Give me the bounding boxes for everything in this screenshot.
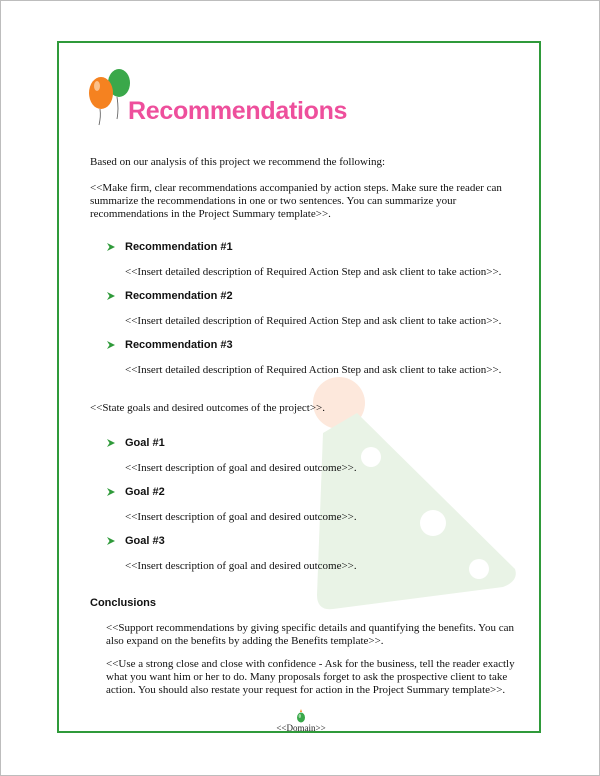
arrow-bullet-icon (106, 291, 116, 301)
recommendation-detail: <<Insert detailed description of Required Action Step and ask client to take action>>. (125, 315, 502, 327)
recommendation-detail: <<Insert detailed description of Required Action Step and ask client to take action>>. (125, 266, 502, 278)
goals-intro-text: <<State goals and desired outcomes of the project>>. (90, 402, 325, 414)
goal-detail: <<Insert description of goal and desired outcome>>. (125, 560, 357, 572)
goal-label: Goal #1 (125, 437, 165, 449)
intro-text: Based on our analysis of this project we recommend the following: (90, 156, 386, 168)
arrow-bullet-icon (106, 340, 116, 350)
footer-logo-icon (295, 709, 307, 723)
arrow-bullet-icon (106, 242, 116, 252)
instructions-text: <<Make firm, clear recommendations accompanied by action steps. Make sure the reader can summarize the recommendations in one or two sentences. You can summarize your recommendations in the Project Summary template>>. (90, 182, 502, 220)
arrow-bullet-icon (106, 536, 116, 546)
conclusions-heading: Conclusions (90, 597, 157, 609)
arrow-bullet-icon (106, 438, 116, 448)
recommendation-detail: <<Insert detailed description of Required Action Step and ask client to take action>>. (125, 364, 502, 376)
conclusions-paragraph: <<Use a strong close and close with confidence - Ask for the business, tell the reader exactly what you want him or her to do. Many proposals forget to ask the prospective client to take action. You should also restate your request for action in the Project Summary template>>. (106, 658, 515, 696)
recommendation-label: Recommendation #3 (125, 339, 233, 351)
conclusions-paragraph: <<Support recommendations by giving specific details and quantifying the benefits. You can also expand on the benefits by adding the Benefits template>>. (106, 622, 515, 647)
arrow-bullet-icon (106, 487, 116, 497)
page-title: Recommendations (128, 97, 348, 125)
recommendation-label: Recommendation #2 (125, 290, 233, 302)
goal-label: Goal #2 (125, 486, 165, 498)
recommendation-label: Recommendation #1 (125, 241, 233, 253)
goal-label: Goal #3 (125, 535, 165, 547)
goal-detail: <<Insert description of goal and desired outcome>>. (125, 462, 357, 474)
goal-detail: <<Insert description of goal and desired outcome>>. (125, 511, 357, 523)
footer-domain: <<Domain>> (276, 723, 326, 733)
